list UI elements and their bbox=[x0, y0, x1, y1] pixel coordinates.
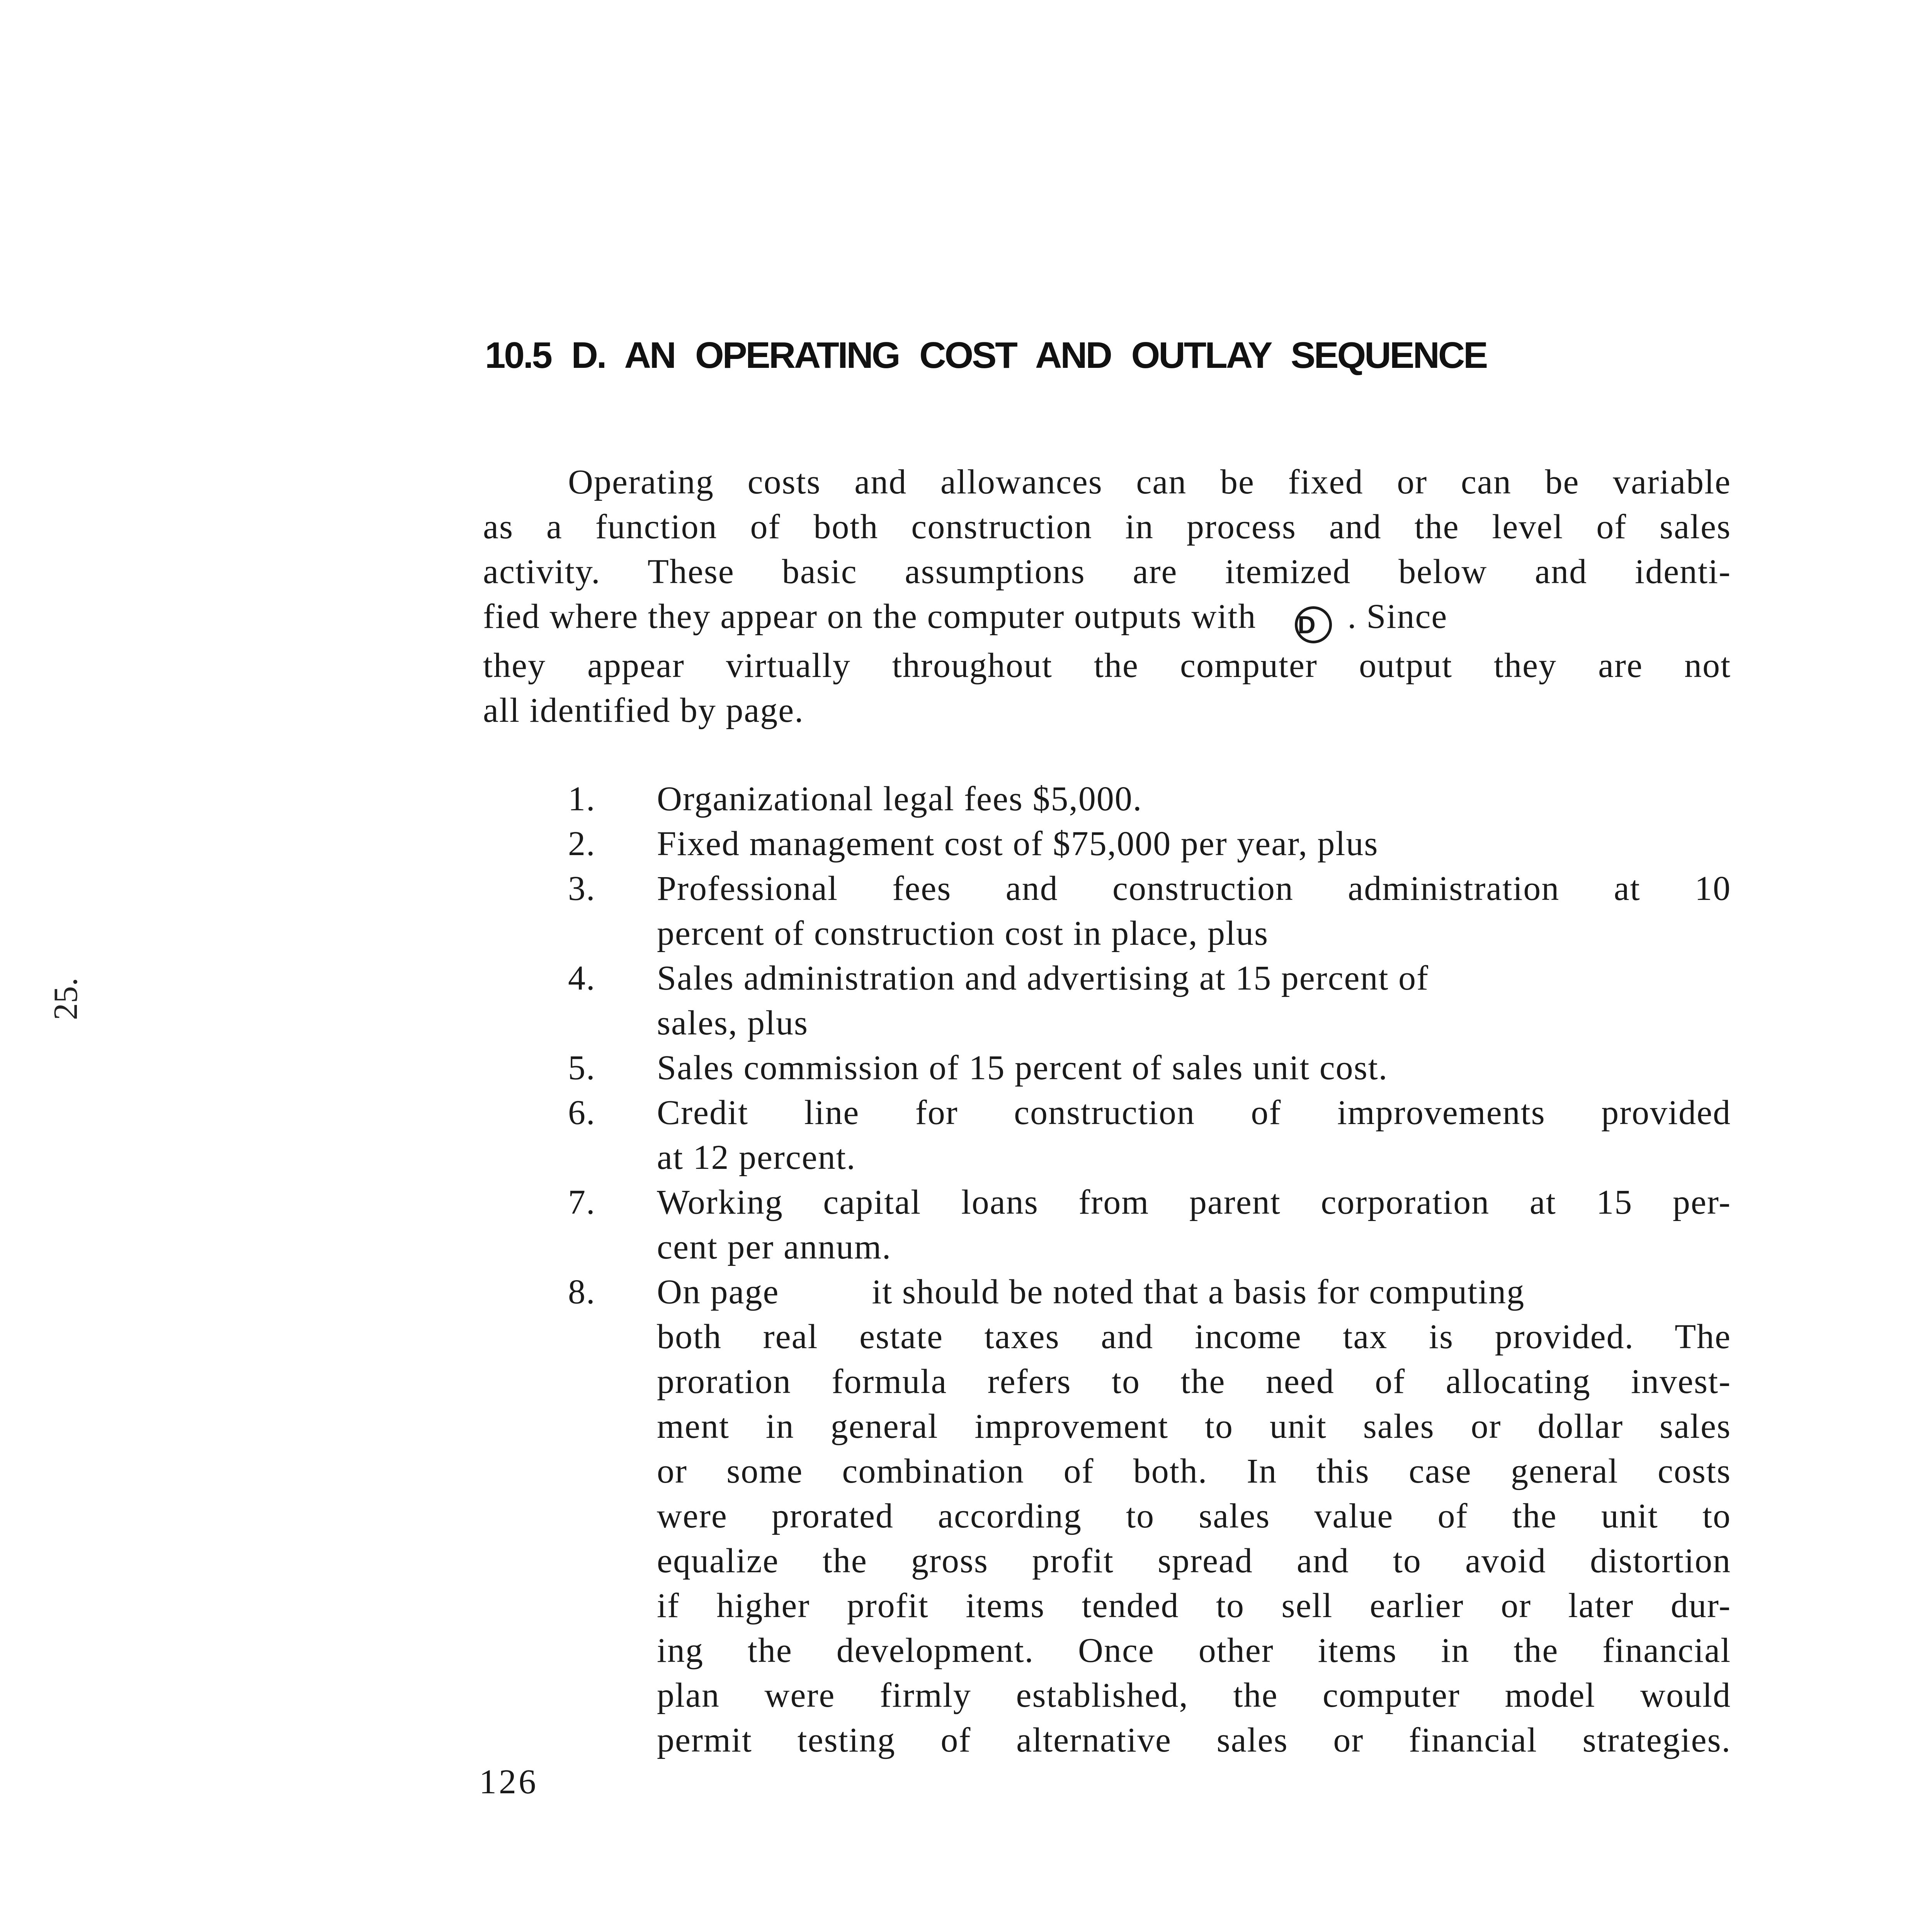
list-item-text: ing the development. Once other items in the financial bbox=[657, 1631, 1731, 1670]
list-item-text: Working capital loans from parent corporation at 15 per- bbox=[657, 1183, 1731, 1221]
list-item-text: ment in general improvement to unit sales or dollar sales bbox=[657, 1407, 1731, 1446]
list-item-number: 6. bbox=[568, 1094, 596, 1132]
list-item-text: it should be noted that a basis for computing bbox=[872, 1273, 1525, 1311]
margin-page-number: 25. bbox=[47, 978, 85, 1020]
list-item-text: Sales commission of 15 percent of sales unit cost. bbox=[657, 1049, 1388, 1087]
intro-line-with-marker bbox=[483, 594, 1731, 643]
list-item-text: Sales administration and advertising at 15 percent of bbox=[657, 959, 1429, 997]
intro-line: as a function of both construction in process and the level of sales bbox=[483, 508, 1731, 546]
list-item bbox=[568, 866, 1731, 956]
list-item bbox=[568, 956, 1731, 1046]
list-item bbox=[568, 1090, 1731, 1180]
list-item-text: sales, plus bbox=[657, 1004, 808, 1042]
intro-line: fied where they appear on the computer outputs with bbox=[483, 597, 1257, 636]
circled-d-marker-icon: D bbox=[1295, 606, 1332, 643]
list-item-number: 2. bbox=[568, 825, 596, 863]
list-item-text: if higher profit items tended to sell earlier or later dur- bbox=[657, 1587, 1731, 1625]
list-item-text: were prorated according to sales value of the unit to bbox=[657, 1497, 1731, 1535]
list-item-number: 1. bbox=[568, 780, 596, 818]
list-item-first-line bbox=[657, 1270, 1731, 1315]
list-item-text: or some combination of both. In this case general costs bbox=[657, 1452, 1731, 1490]
list-item-text: at 12 percent. bbox=[657, 1138, 856, 1177]
list-item bbox=[568, 1046, 1731, 1090]
list-item-text: both real estate taxes and income tax is provided. The bbox=[657, 1318, 1731, 1356]
list-item-number: 7. bbox=[568, 1183, 596, 1221]
intro-line: . Since bbox=[1347, 597, 1448, 636]
list-item bbox=[568, 1270, 1731, 1763]
intro-line: activity. These basic assumptions are itemized below and identi- bbox=[483, 553, 1731, 591]
list-item-number: 3. bbox=[568, 869, 596, 908]
list-item-text: proration formula refers to the need of allocating invest- bbox=[657, 1362, 1731, 1401]
page-number: 126 bbox=[479, 1763, 538, 1801]
list-item-text: Organizational legal fees $5,000. bbox=[657, 780, 1143, 818]
list-item-text: Professional fees and construction administration at 10 bbox=[657, 869, 1731, 908]
list-item-text: Credit line for construction of improvements provided bbox=[657, 1094, 1731, 1132]
list-item bbox=[568, 777, 1731, 821]
list-item-number: 4. bbox=[568, 959, 596, 997]
list-item-text: Fixed management cost of $75,000 per year, plus bbox=[657, 825, 1379, 863]
list-item-text: On page bbox=[657, 1273, 779, 1311]
intro-line: Operating costs and allowances can be fixed or can be variable bbox=[568, 463, 1731, 501]
list-item-number: 5. bbox=[568, 1049, 596, 1087]
intro-line: all identified by page. bbox=[483, 691, 804, 730]
list-item-text: cent per annum. bbox=[657, 1228, 892, 1266]
list-item-number: 8. bbox=[568, 1273, 596, 1311]
intro-paragraph bbox=[483, 460, 1731, 733]
intro-line: they appear virtually throughout the computer output they are not bbox=[483, 646, 1731, 685]
list-item-text: percent of construction cost in place, plus bbox=[657, 914, 1269, 952]
assumptions-list bbox=[568, 777, 1731, 1763]
list-item-text: permit testing of alternative sales or financial strategies. bbox=[657, 1721, 1731, 1759]
list-item-text: plan were firmly established, the computer model would bbox=[657, 1676, 1731, 1714]
list-item bbox=[568, 1180, 1731, 1270]
list-item-text: equalize the gross profit spread and to avoid distortion bbox=[657, 1542, 1731, 1580]
list-item bbox=[568, 821, 1731, 866]
section-heading: 10.5 D. AN OPERATING COST AND OUTLAY SEQUENCE bbox=[485, 335, 1487, 376]
